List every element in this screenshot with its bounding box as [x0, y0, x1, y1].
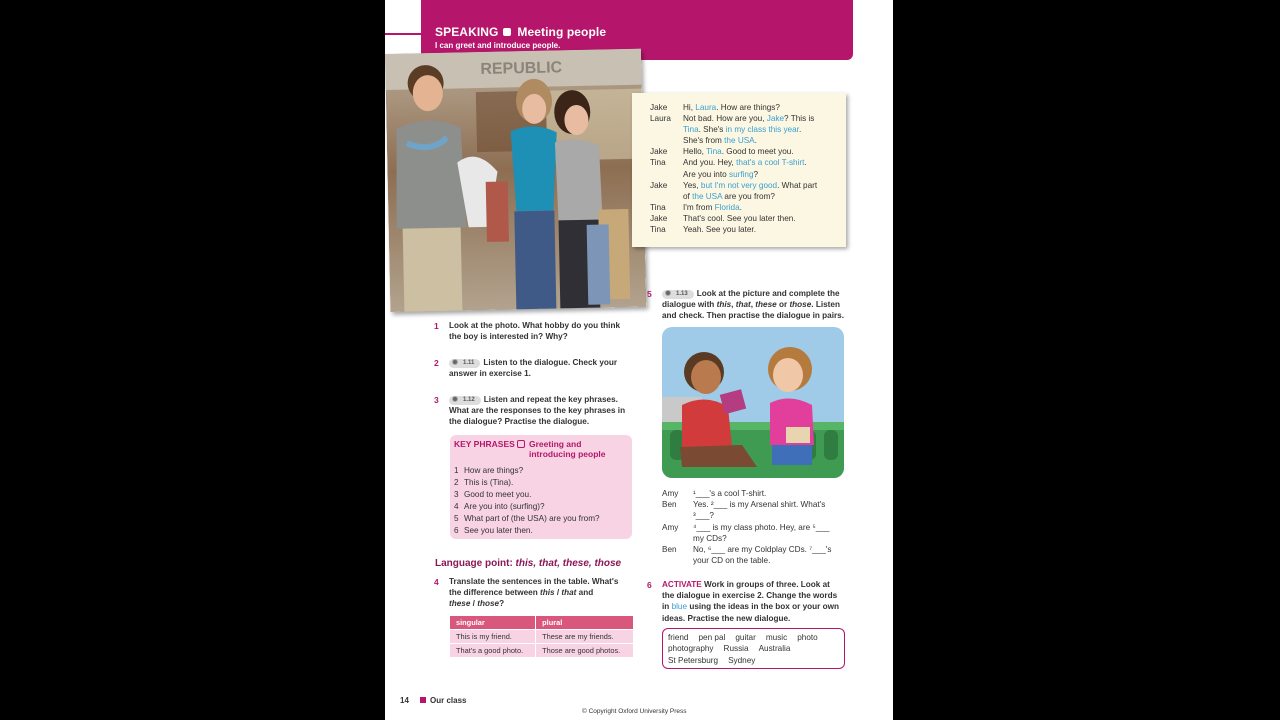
exercise-line: Listen to the dialogue. Check your [483, 358, 618, 367]
speaker-name: Ben [662, 545, 677, 555]
exercise-6-text [662, 579, 852, 624]
text-fragment: . [804, 158, 807, 168]
dialogue-text [683, 146, 833, 157]
exercise-line: Look at the picture and complete the [696, 289, 840, 298]
speaker-name: Jake [650, 103, 668, 112]
dialogue-text [683, 213, 833, 224]
footer-section: Our class [430, 696, 467, 705]
text-fragment: . [739, 202, 742, 212]
text-fragment: , [731, 300, 736, 310]
dialogue-text [683, 124, 833, 135]
amy-ben-dialogue [662, 488, 844, 566]
speaker-name [650, 135, 683, 146]
shop-sign-text: REPUBLIC [480, 59, 563, 79]
dialogue-text [683, 157, 833, 168]
dialogue-text-line: ¹___'s a cool T-shirt. [693, 489, 767, 498]
speaker-name: Laura [650, 114, 671, 124]
text-fragment: . How are things? [716, 103, 780, 112]
italic-word: that [735, 300, 751, 310]
key-phrase-item [454, 501, 632, 513]
table-row [450, 644, 633, 658]
speaker-name: Amy [662, 522, 679, 532]
key-phrases-title: introducing people [529, 449, 606, 459]
key-phrase-item [454, 513, 632, 525]
key-phrase-text: How are things? [464, 466, 524, 475]
this-that-table [450, 616, 633, 657]
key-phrases-label: KEY PHRASES [454, 439, 515, 449]
idea-word: guitar [735, 633, 756, 642]
language-point-prefix: Language point: [435, 558, 516, 569]
dialogue-text [693, 544, 832, 566]
teens-photo [385, 49, 646, 312]
replaceable-word: the USA [724, 136, 755, 146]
dialogue-line [662, 488, 844, 499]
cd-icon [452, 359, 458, 365]
dialogue-line [650, 157, 846, 168]
square-icon [420, 697, 426, 703]
page-number: 14 [400, 696, 409, 705]
dialogue-text [683, 135, 833, 146]
exercise-3-text [449, 394, 634, 428]
text-fragment: / [554, 588, 562, 598]
key-phrase-text: This is (Tina). [464, 478, 514, 487]
replaceable-word: Laura [695, 103, 717, 112]
table-cell: Those are good photos. [536, 644, 633, 658]
table-cell: That's a good photo. [450, 644, 536, 658]
italic-word: this [540, 588, 555, 598]
dialogue-line [650, 180, 846, 191]
exercise-number: 2 [434, 358, 439, 368]
dialogue-line [650, 213, 846, 224]
text-fragment: And you. Hey, [683, 158, 737, 168]
replaceable-word: Tina [683, 125, 699, 135]
item-number: 3 [454, 490, 459, 499]
italic-word: this [716, 300, 732, 310]
audio-track-button[interactable] [449, 359, 480, 368]
exercise-line: What are the responses to the key phrases in [449, 406, 626, 416]
dialogue-line [650, 169, 846, 180]
exercise-line: Look at the photo. What hobby do you think [449, 321, 621, 330]
idea-word: Sydney [728, 655, 756, 665]
dialogue-text [683, 224, 833, 235]
dialogue-text-line: ³___? [693, 511, 714, 521]
text-fragment: or [776, 300, 790, 310]
textbook-page [385, 0, 893, 720]
table-cell: This is my friend. [450, 630, 536, 644]
item-number: 2 [454, 478, 459, 487]
dialogue-line [650, 146, 846, 157]
banner-heading: Meeting people [517, 25, 607, 39]
exercise-line: the boy is interested in? Why? [449, 332, 568, 342]
dialogue-line [650, 191, 846, 202]
blue-word: blue [671, 602, 688, 612]
exercise-number: 5 [647, 289, 652, 299]
exercise-2-text [449, 357, 629, 379]
ideas-word-box [662, 628, 845, 669]
banner-rule [385, 33, 421, 35]
text-fragment: . [754, 136, 757, 146]
replaceable-word: Florida [714, 202, 740, 212]
dialogue-card [632, 93, 846, 247]
dialogue-text [683, 169, 833, 180]
text-fragment: I'm from [683, 202, 715, 212]
audio-track-number: 1.11 [463, 360, 475, 366]
table-row [450, 630, 633, 644]
speaker-name [650, 169, 683, 180]
text-fragment: in [662, 602, 672, 612]
dialogue-text [693, 522, 829, 544]
exercise-line: Translate the sentences in the table. What's [449, 577, 619, 586]
text-fragment: Hello, [683, 147, 707, 157]
speaker-name: Jake [650, 213, 668, 223]
speaker-name: Tina [650, 158, 666, 168]
text-fragment: . What part [777, 180, 818, 190]
idea-word: music [765, 633, 788, 642]
speaker-name [650, 191, 683, 202]
exercise-line: ideas. Practise the new dialogue. [662, 613, 791, 623]
exercise-1-text [449, 320, 629, 342]
idea-word: pen pal [698, 633, 726, 642]
table-header-plural: plural [536, 616, 633, 630]
audio-track-number: 1.13 [676, 291, 688, 297]
exercise-line: and check. Then practise the dialogue in pairs. [662, 311, 844, 321]
key-phrase-text: Good to meet you. [464, 490, 532, 499]
exercise-line: the dialogue? Practise the dialogue. [449, 417, 590, 427]
speaker-name: Tina [650, 202, 666, 212]
dialogue-text [683, 113, 833, 124]
text-fragment: . She's [698, 125, 726, 135]
key-phrase-item [454, 477, 632, 489]
idea-word: Russia [723, 644, 749, 654]
key-phrases-box [450, 435, 632, 539]
replaceable-word: in my class this year [725, 125, 799, 135]
replaceable-word: the USA [692, 191, 723, 201]
replaceable-word: Tina [706, 147, 722, 157]
item-number: 1 [454, 466, 459, 475]
dialogue-text-line: ⁴___ is my class photo. Hey, are ⁵___ [693, 522, 830, 532]
text-fragment: of [683, 191, 693, 201]
replaceable-word: Jake [766, 114, 785, 124]
exercise-line: answer in exercise 1. [449, 369, 531, 379]
dialogue-line [650, 224, 846, 235]
cartoon-illustration [662, 327, 844, 478]
idea-word: Australia [758, 644, 791, 654]
text-fragment: Hi, [683, 103, 696, 112]
idea-word: photo [797, 633, 818, 642]
item-number: 4 [454, 502, 459, 511]
copyright-notice: © Copyright Oxford University Press [582, 708, 687, 715]
cd-icon [665, 290, 671, 296]
replaceable-word: but I'm not very good [700, 180, 778, 190]
banner-subtitle: I can greet and introduce people. [435, 41, 561, 50]
replaceable-word: surfing [728, 169, 754, 179]
key-phrase-item [454, 465, 632, 477]
dialogue-line [650, 113, 846, 124]
word-line [668, 632, 844, 643]
text-fragment: . [798, 125, 802, 135]
text-fragment: using the ideas in the box or your own [687, 602, 839, 612]
word-line [668, 643, 844, 654]
italic-word: those [477, 599, 500, 609]
text-fragment: dialogue with [662, 300, 717, 310]
exercise-4-text [449, 576, 634, 610]
speaker-name: Tina [650, 225, 666, 235]
replaceable-word: that's a cool T-shirt [736, 158, 805, 168]
speaker-name: Ben [662, 500, 677, 510]
text-fragment: and [576, 588, 594, 598]
key-phrase-item [454, 525, 632, 537]
item-number: 6 [454, 526, 459, 535]
dialogue-line [650, 135, 846, 146]
italic-word: these [449, 599, 471, 609]
dialogue-text [683, 102, 833, 113]
speaker-name: Jake [650, 180, 668, 190]
word-line [668, 655, 844, 666]
idea-word: photography [668, 644, 714, 654]
exercise-number: 4 [434, 577, 439, 587]
text-fragment: ? [499, 599, 505, 609]
dialogue-text [683, 202, 833, 213]
square-icon [503, 28, 511, 36]
text-fragment: ? [753, 169, 759, 179]
dialogue-line [650, 102, 846, 113]
text-fragment: Yeah. See you later. [683, 225, 756, 235]
key-phrases-list [454, 465, 632, 537]
italic-word: these [755, 300, 777, 310]
key-phrase-text: What part of (the USA) are you from? [464, 514, 600, 523]
key-phrase-text: See you later then. [464, 526, 533, 535]
key-phrase-item [454, 489, 632, 501]
speaker-name: Amy [662, 489, 679, 498]
square-outline-icon [517, 440, 525, 448]
dialogue-line [650, 124, 846, 135]
text-fragment: That's cool. See you later then. [683, 213, 796, 223]
dialogue-text [683, 191, 833, 202]
dialogue-text [693, 499, 825, 521]
speaker-name: Jake [650, 147, 668, 157]
text-fragment: / [470, 599, 478, 609]
exercise-number: 1 [434, 321, 439, 331]
text-fragment: . Good to meet you. [721, 147, 794, 157]
speaker-name [650, 124, 683, 135]
text-fragment: the difference between [449, 588, 540, 598]
text-fragment: Work in groups of three. Look at [701, 580, 830, 589]
banner-section: SPEAKING [435, 25, 499, 39]
italic-word: that [561, 588, 577, 598]
exercise-line: the dialogue in exercise 2. Change the words [662, 591, 838, 601]
exercise-5-text [662, 288, 852, 322]
audio-track-number: 1.12 [463, 397, 475, 403]
dialogue-line [650, 202, 846, 213]
key-phrase-text: Are you into (surfing)? [464, 502, 545, 511]
table-cell: These are my friends. [536, 630, 633, 644]
text-fragment: ? This is [784, 114, 815, 124]
idea-word: St Petersburg [668, 655, 719, 665]
table-header-singular: singular [450, 616, 536, 630]
text-fragment: are you from? [722, 191, 775, 201]
exercise-number: 6 [647, 580, 652, 590]
language-point-words: this, that, these, those [515, 558, 622, 569]
text-fragment: Yes, [683, 180, 701, 190]
idea-word: friend [668, 633, 689, 642]
dialogue-text-line: Yes. ²___ is my Arsenal shirt. What's [693, 500, 826, 510]
dialogue-line [662, 499, 844, 521]
dialogue-text-line: No, ⁶___ are my Coldplay CDs. ⁷___'s [693, 545, 832, 555]
text-fragment: , [750, 300, 756, 310]
item-number: 5 [454, 514, 459, 523]
dialogue-line [662, 522, 844, 544]
text-fragment: Not bad. How are you, [683, 114, 767, 124]
dialogue-text-line: my CDs? [693, 533, 727, 543]
exercise-line: Listen and repeat the key phrases. [483, 395, 618, 404]
banner-title [435, 25, 606, 39]
text-fragment: She's from [683, 136, 725, 146]
cd-icon [452, 396, 458, 402]
dialogue-text [683, 180, 833, 191]
audio-track-button[interactable] [662, 290, 694, 299]
language-point-heading [435, 558, 621, 569]
activate-label: ACTIVATE [662, 580, 702, 589]
key-phrases-heading [454, 439, 632, 459]
dialogue-line [662, 544, 844, 566]
key-phrases-title: Greeting and [529, 439, 582, 449]
italic-word: those [789, 300, 812, 310]
dialogue-text-line: your CD on the table. [693, 556, 771, 566]
text-fragment: Are you into [683, 169, 729, 179]
text-fragment: . Listen [811, 300, 840, 310]
dialogue-text [693, 488, 766, 499]
exercise-number: 3 [434, 395, 439, 405]
audio-track-button[interactable] [449, 396, 481, 405]
